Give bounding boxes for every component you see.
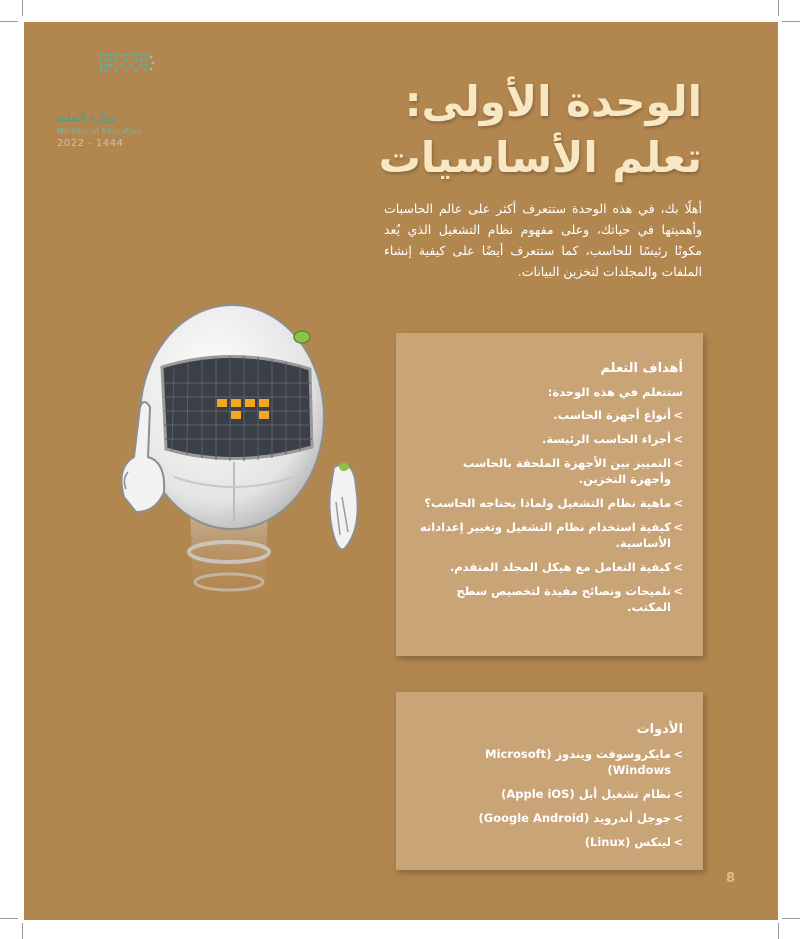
tools-box <box>396 692 703 870</box>
textbook-page <box>24 22 778 920</box>
crop-mark <box>22 923 23 939</box>
ministry-logo-icon <box>97 49 157 85</box>
objective-item: > أنواع أجهزة الحاسب. <box>418 407 683 423</box>
objective-item: > كيفية التعامل مع هيكل المجلد المتقدم. <box>418 559 683 575</box>
crop-mark <box>778 923 779 939</box>
objective-item: > تلميحات ونصائح مفيدة لتخصيص سطح المكتب. <box>418 583 683 615</box>
page-number: 8 <box>726 871 736 886</box>
crop-mark <box>782 918 800 919</box>
crop-mark <box>782 21 800 22</box>
unit-title <box>282 74 702 186</box>
crop-mark <box>778 0 779 16</box>
tools-list <box>418 746 683 858</box>
intro-paragraph: أهلًا بك، في هذه الوحدة ستتعرف أكثر على عالم الحاسبات وأهميتها في حياتك، وعلى مفهوم نظام التشغيل الذي يُعد مكونًا رئيسًا للحاسب، كما ستتعرف أيضًا على كيفية إنشاء الملفات والمجلدات لتخزين البيانات. <box>384 201 702 279</box>
ministry-name-english: Ministry of Education <box>57 127 142 136</box>
objective-item: > كيفية استخدام نظام التشغيل وتغيير إعداداته الأساسية. <box>418 519 683 551</box>
ministry-logo <box>57 49 167 149</box>
tool-item: > جوجل أندرويد (Google Android) <box>418 810 683 826</box>
crop-mark <box>0 21 18 22</box>
learning-objectives-box <box>396 333 703 656</box>
objectives-list <box>418 407 683 623</box>
unit-title-line2: تعلم الأساسيات <box>378 133 702 182</box>
tools-heading: الأدوات <box>636 722 683 737</box>
objectives-subheading: ستتعلم في هذه الوحدة: <box>547 385 683 399</box>
objective-item: > ماهية نظام التشغيل ولماذا يحتاجه الحاسب؟ <box>418 495 683 511</box>
edition-year: 2022 - 1444 <box>57 138 124 149</box>
robot-illustration <box>84 297 384 627</box>
tool-item: > نظام تشغيل أبل (Apple iOS) <box>418 786 683 802</box>
tool-item: > لينكس (Linux) <box>418 834 683 850</box>
unit-title-line1: الوحدة الأولى: <box>404 77 702 126</box>
tool-item: > مايكروسوفت ويندوز (Microsoft Windows) <box>418 746 683 778</box>
objectives-heading: أهداف التعلم <box>600 361 683 376</box>
crop-mark <box>0 918 18 919</box>
ministry-name-arabic: وزارة التعليم <box>57 111 115 124</box>
crop-mark <box>22 0 23 16</box>
objective-item: > التمييز بين الأجهزة الملحقة بالحاسب وأجهزة التخزين. <box>418 455 683 487</box>
objective-item: > أجزاء الحاسب الرئيسة. <box>418 431 683 447</box>
